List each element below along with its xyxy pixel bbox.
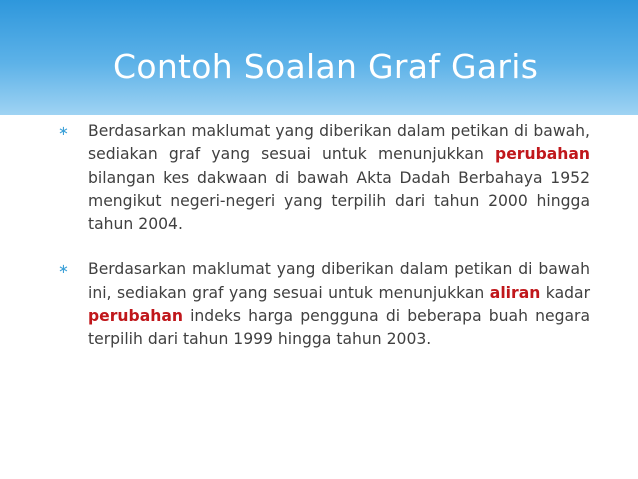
bullet-list bbox=[40, 120, 590, 352]
bullet-1-text-end: bilangan kes dakwaan di bawah Akta Dadah Berbahaya 1952 mengikut negeri-negeri yang terpilih dari tahun 2000 hingga tahun 2004. bbox=[88, 168, 590, 234]
bullet-1-highlight: perubahan bbox=[495, 145, 590, 164]
slide-title: Contoh Soalan Graf Garis bbox=[113, 47, 539, 86]
bullet-2-text: Berdasarkan maklumat yang diberikan dalam petikan di bawah ini, sediakan graf yang sesuai untuk menunjukkan bbox=[88, 260, 590, 302]
asterisk-bullet-icon: ∗ bbox=[58, 262, 69, 278]
bullet-2-text-mid: kadar bbox=[540, 283, 590, 302]
bullet-2-highlight-aliran: aliran bbox=[489, 283, 541, 302]
bullet-item-2 bbox=[40, 258, 590, 351]
asterisk-bullet-icon: ∗ bbox=[58, 124, 69, 139]
bullet-1-text: Berdasarkan maklumat yang diberikan dalam petikan di bawah, sediakan graf yang sesuai untuk menunjukkan bbox=[88, 122, 590, 164]
bullet-2-text-end: indeks harga pengguna di beberapa buah negara terpilih dari tahun 1999 hingga tahun 2003. bbox=[88, 307, 590, 349]
bullet-2-highlight-perubahan: perubahan bbox=[88, 307, 183, 326]
bullet-item-1 bbox=[40, 120, 590, 236]
title-banner bbox=[0, 0, 638, 115]
